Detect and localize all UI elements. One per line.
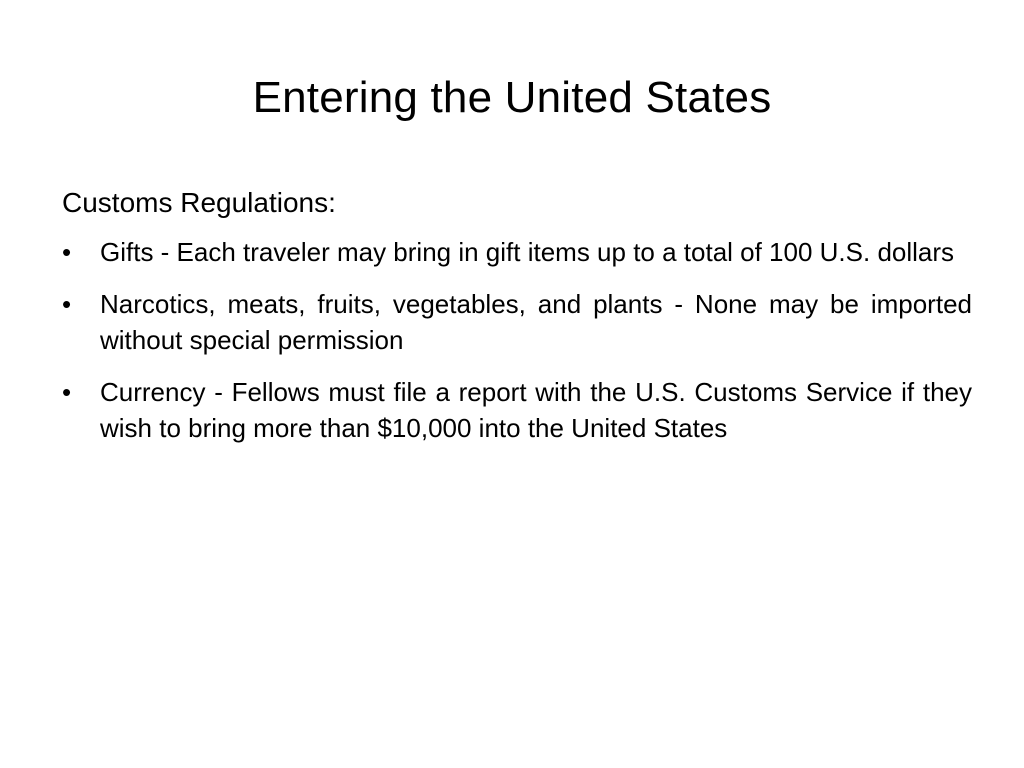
slide-title: Entering the United States — [252, 73, 772, 122]
bullet-icon: • — [62, 377, 72, 407]
bullet-item-gifts — [62, 234, 972, 270]
section-heading: Customs Regulations: — [62, 187, 336, 218]
bullet-text: Gifts - Each traveler may bring in gift items up to a total of 100 U.S. dollars — [100, 237, 955, 267]
bullet-icon: • — [62, 237, 72, 267]
bullet-text: Currency - Fellows must file a report with the U.S. Customs Service if they wish to bring more than $10,000 into the United States — [100, 377, 972, 443]
bullet-item-currency — [62, 374, 972, 446]
bullet-list — [62, 234, 972, 446]
bullet-text: Narcotics, meats, fruits, vegetables, and plants - None may be imported without special permission — [100, 289, 972, 355]
bullet-item-narcotics — [62, 286, 972, 358]
bullet-icon: • — [62, 289, 72, 319]
slide-body — [62, 184, 972, 462]
